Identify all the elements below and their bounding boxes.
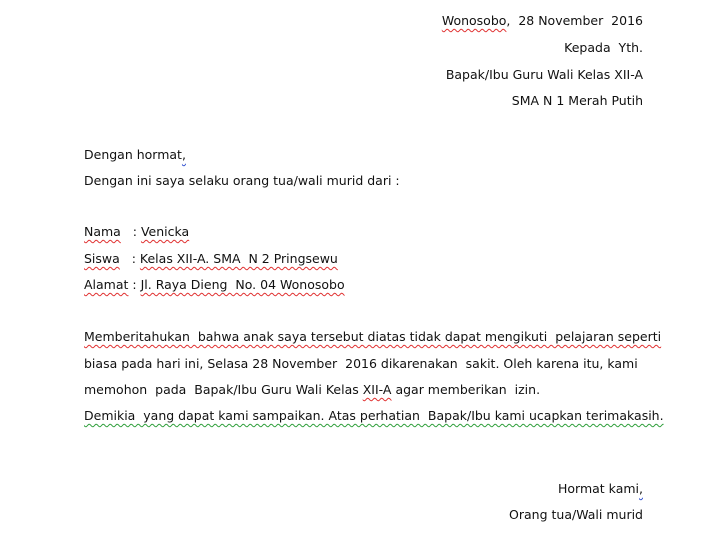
body-line-3-a: memohon pada Bapak/Ibu Guru Wali Kelas [84,382,363,397]
closing-signer: Orang tua/Wali murid [509,507,643,522]
body-line-3-c: agar memberikan izin. [391,382,541,397]
body-line-1-text: Memberitahukan bahwa anak saya tersebut diatas tidak dapat mengikuti pelajaran seperti [84,329,662,344]
student-name-value: Venicka [140,224,190,239]
student-address-value: Jl. Raya Dieng No. 04 Wonosobo [140,277,345,292]
body-line-1 [84,329,661,345]
student-address-sep: : [128,277,141,292]
greeting-line [84,147,186,163]
student-class-sep: : [119,251,140,266]
student-class-label: Siswa [84,251,120,266]
greeting-punct: , [181,147,186,162]
body-line-3-b: XII-A [362,382,392,397]
student-name-sep: : [120,224,141,239]
closing-regards-text: Hormat kami [558,481,640,496]
intro-line: Dengan ini saya selaku orang tua/wali murid dari : [84,173,400,188]
student-class-value: Kelas XII-A. SMA N 2 Pringsewu [139,251,338,266]
addressee-salutation: Kepada Yth. [564,40,643,55]
body-line-2: biasa pada hari ini, Selasa 28 November 2016 dikarenakan sakit. Oleh karena itu, kami [84,356,638,371]
body-line-3 [84,382,540,398]
student-name-label: Nama [84,224,121,239]
addressee-school: SMA N 1 Merah Putih [511,93,643,108]
closing-regards-punct: , [639,481,643,496]
closing-regards [558,481,643,497]
student-class-row [84,251,338,267]
greeting-text: Dengan hormat [84,147,182,162]
date-text: , 28 November 2016 [506,13,643,28]
addressee-recipient: Bapak/Ibu Guru Wali Kelas XII-A [445,67,643,82]
date-place: Wonosobo [441,13,507,28]
student-name-row [84,224,189,240]
body-line-4-text: Demikia yang dapat kami sampaikan. Atas perhatian Bapak/Ibu kami ucapkan terimakasih. [84,408,664,423]
date-line [442,13,643,29]
body-line-4 [84,408,664,424]
student-address-label: Alamat [84,277,129,292]
student-address-row [84,277,345,293]
